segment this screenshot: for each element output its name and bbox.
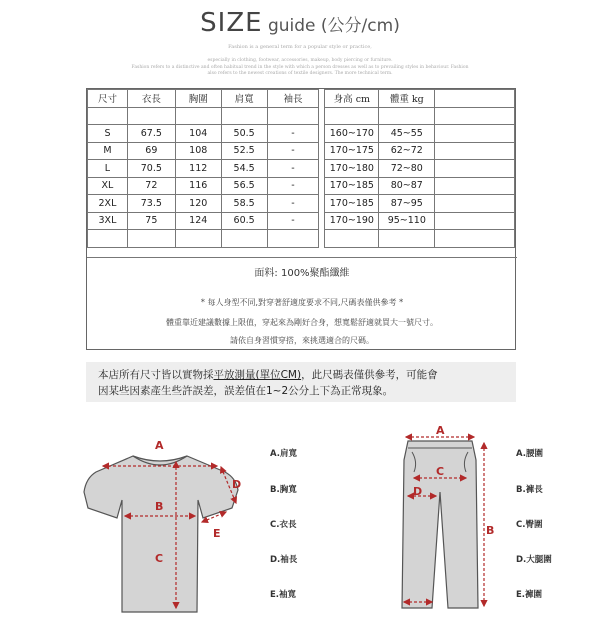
legend-sleeve-width: E.袖寬 [270,590,297,600]
cell: 104 [175,125,221,143]
cell: 75 [127,212,175,230]
tagline-1: Fashion is a general term for a popular style or practice, [228,44,372,50]
notice-line-1a: 本店所有尺寸皆以實物採 [98,369,214,381]
legend-hem: E.褲圍 [516,590,543,600]
note-2: 體重靠近建議數據上限值，穿起來為剛好合身，想寬鬆舒適就買大一號尺寸。 [166,318,438,327]
title-size: SIZE [200,8,263,38]
fabric-text: 面料: 100%聚酯纖維 [254,268,350,279]
cell: 116 [175,177,221,195]
cell: L [88,160,128,178]
legend-shoulder: A.肩寬 [270,449,297,459]
cell: 56.5 [221,177,267,195]
legend-pants-length: B.褲長 [516,485,543,495]
cell: 112 [175,160,221,178]
note-1: * 每人身型不同,對穿著舒適度要求不同,尺碼表僅供參考 * [200,298,404,307]
header-height: 身高 cm [325,90,379,108]
cell: S [88,125,128,143]
cell: 95~110 [379,212,435,230]
cell: 72~80 [379,160,435,178]
cell: 87~95 [379,195,435,213]
cell: 72 [127,177,175,195]
cell: 170~180 [325,160,379,178]
cell: 2XL [88,195,128,213]
cell: 67.5 [127,125,175,143]
cell: 170~175 [325,142,379,160]
header-length: 衣長 [127,90,175,108]
cell: 73.5 [127,195,175,213]
cell: M [88,142,128,160]
cell: 170~185 [325,177,379,195]
cell: 45~55 [379,125,435,143]
notice-line-1c: ，此尺碼表僅供參考，可能會 [301,369,438,381]
cell: - [267,195,319,213]
cell: 62~72 [379,142,435,160]
pants-label-d: D [413,485,423,498]
cell: 120 [175,195,221,213]
cell: 69 [127,142,175,160]
cell: 60.5 [221,212,267,230]
cell: 54.5 [221,160,267,178]
label-a: A [155,439,164,452]
tagline-2: especially in clothing, footwear, accessories, makeup, body piercing or furniture. [207,58,393,63]
legend-thigh: D.大腿圍 [516,555,552,565]
legend-sleeve: D.袖長 [270,555,298,565]
header-sleeve: 袖長 [267,90,319,108]
cell: - [267,177,319,195]
pants-label-c: C [436,465,445,478]
cell: - [267,212,319,230]
cell: 50.5 [221,125,267,143]
header-shoulder: 肩寬 [221,90,267,108]
legend-waist: A.腰圍 [516,449,543,459]
header-chest: 胸圍 [175,90,221,108]
cell: - [267,160,319,178]
title-guide: guide (公分/cm) [262,16,400,36]
tagline-3: Fashion refers to a distinctive and often habitual trend in the style with which a person dresses as well as to prevailing styles in behaviour. Fashion [131,65,469,70]
cell: 80~87 [379,177,435,195]
cell: 160~170 [325,125,379,143]
header-size: 尺寸 [88,90,128,108]
cell: - [267,142,319,160]
cell: 70.5 [127,160,175,178]
label-d: D [232,478,242,491]
cell: - [267,125,319,143]
cell: 3XL [88,212,128,230]
tagline-4: also refers to the newest creations of textile designers. The more technical term. [207,71,393,76]
cell: 58.5 [221,195,267,213]
note-3: 請依自身習慣穿搭，來挑選適合的尺碼。 [230,336,374,345]
notice-line-2: 因某些因素產生些許誤差，誤差值在1~2公分上下為正常現象。 [98,385,394,397]
label-c: C [155,552,164,565]
label-b: B [155,500,164,513]
pants-label-b: B [486,524,495,537]
cell: 124 [175,212,221,230]
cell: 52.5 [221,142,267,160]
pants-label-a: A [436,424,445,437]
legend-chest: B.胸寬 [270,485,297,495]
cell: 170~185 [325,195,379,213]
header-weight: 體重 kg [379,90,435,108]
cell: 108 [175,142,221,160]
legend-hip: C.臀圍 [516,520,543,530]
cell: 170~190 [325,212,379,230]
cell: XL [88,177,128,195]
legend-length: C.衣長 [270,520,297,530]
notice-line-1b: 平放測量(單位CM) [213,369,302,381]
label-e: E [213,527,221,540]
